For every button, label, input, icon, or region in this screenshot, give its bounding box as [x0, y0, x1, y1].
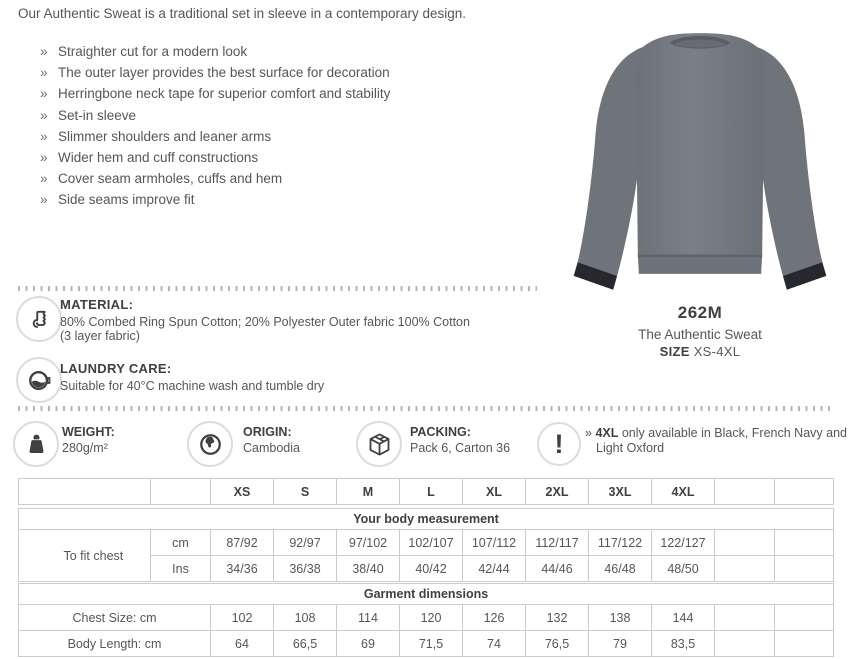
empty-cell	[775, 556, 834, 582]
value-cell: 71,5	[400, 631, 463, 657]
value-cell: 46/48	[589, 556, 652, 582]
feature-item	[40, 129, 390, 150]
size-range-value: XS-4XL	[693, 344, 741, 359]
empty-cell	[19, 479, 151, 505]
globe-icon	[197, 431, 224, 458]
feature-text: Straighter cut for a modern look	[58, 44, 248, 59]
product-name: The Authentic Sweat	[638, 327, 762, 342]
value-cell: 108	[274, 605, 337, 631]
value-cell: 79	[589, 631, 652, 657]
empty-cell	[715, 605, 775, 631]
packing-section	[410, 425, 510, 455]
unit-cell: Ins	[151, 556, 211, 582]
value-cell: 76,5	[526, 631, 589, 657]
alert-icon	[537, 422, 581, 466]
feature-item	[40, 108, 390, 129]
chevron-bullet-icon: »	[40, 149, 48, 165]
origin-section	[243, 425, 300, 455]
feature-item	[40, 171, 390, 192]
value-cell: 102	[211, 605, 274, 631]
feature-list	[40, 44, 390, 214]
intro-text: Our Authentic Sweat is a traditional set in sleeve in a contemporary design.	[18, 6, 466, 21]
weight-glyph-icon	[23, 431, 50, 458]
weight-icon	[13, 421, 59, 467]
availability-note	[585, 426, 851, 456]
note-size: 4XL	[595, 426, 619, 440]
empty-cell	[775, 530, 834, 556]
value-cell: 107/112	[463, 530, 526, 556]
feature-item	[40, 150, 390, 171]
value-cell: 48/50	[652, 556, 715, 582]
chevron-bullet-icon: »	[40, 86, 48, 102]
value-cell: 36/38	[274, 556, 337, 582]
empty-cell	[775, 479, 834, 505]
feature-item	[40, 44, 390, 65]
body-measurement-table	[18, 508, 834, 582]
garment-dimensions-table	[18, 583, 834, 657]
note-text: only available in Black, French Navy and Light Oxford	[596, 426, 847, 455]
garment-dimensions-title: Garment dimensions	[19, 584, 834, 605]
feature-item	[40, 86, 390, 107]
feature-item	[40, 192, 390, 213]
value-cell: 102/107	[400, 530, 463, 556]
value-cell: 66,5	[274, 631, 337, 657]
value-cell: 42/44	[463, 556, 526, 582]
laundry-section	[60, 361, 324, 393]
chevron-bullet-icon: »	[40, 44, 48, 59]
stitched-divider	[18, 406, 833, 411]
feature-text: Slimmer shoulders and leaner arms	[58, 128, 272, 144]
size-column-header: S	[274, 479, 337, 505]
size-column-header: 3XL	[589, 479, 652, 505]
size-header-row	[19, 479, 834, 505]
feature-text: The outer layer provides the best surface for decoration	[58, 65, 390, 81]
material-title: MATERIAL:	[60, 297, 134, 312]
value-cell: 64	[211, 631, 274, 657]
chevron-bullet-icon: »	[40, 192, 48, 208]
value-cell: 144	[652, 605, 715, 631]
origin-value: Cambodia	[243, 441, 300, 455]
value-cell: 120	[400, 605, 463, 631]
feature-text: Wider hem and cuff constructions	[58, 149, 259, 165]
weight-title: WEIGHT:	[62, 425, 115, 439]
material-icon	[16, 296, 62, 342]
wash-tub-icon	[26, 367, 53, 394]
product-size-range	[552, 344, 848, 359]
packing-title: PACKING:	[410, 425, 471, 439]
product-code: 262M	[677, 303, 723, 322]
value-cell: 87/92	[211, 530, 274, 556]
origin-title: ORIGIN:	[243, 425, 292, 439]
size-column-header: 2XL	[526, 479, 589, 505]
body-measurement-title: Your body measurement	[19, 509, 834, 530]
sweatshirt-image	[552, 16, 848, 300]
size-column-header: M	[337, 479, 400, 505]
value-cell: 97/102	[337, 530, 400, 556]
feature-text: Cover seam armholes, cuffs and hem	[58, 171, 283, 187]
empty-cell	[715, 530, 775, 556]
empty-cell	[151, 479, 211, 505]
weight-section	[62, 425, 115, 455]
material-section	[60, 297, 470, 343]
value-cell: 74	[463, 631, 526, 657]
feature-item	[40, 65, 390, 86]
row-label: Body Length: cm	[19, 631, 211, 657]
empty-cell	[775, 605, 834, 631]
chevron-bullet-icon: »	[40, 107, 48, 123]
size-header-table	[18, 478, 834, 505]
empty-cell	[715, 556, 775, 582]
value-cell: 40/42	[400, 556, 463, 582]
laundry-title: LAUNDRY CARE:	[60, 361, 172, 376]
section-title-row	[19, 509, 834, 530]
exclamation-glyph: !	[554, 428, 564, 459]
value-cell: 83,5	[652, 631, 715, 657]
chest-size-row	[19, 605, 834, 631]
size-label: SIZE	[659, 344, 690, 359]
feature-text: Set-in sleeve	[58, 107, 137, 123]
value-cell: 132	[526, 605, 589, 631]
laundry-text: Suitable for 40°C machine wash and tumble dry	[60, 379, 325, 393]
packing-value: Pack 6, Carton 36	[410, 441, 511, 455]
row-label: To fit chest	[19, 530, 151, 582]
empty-cell	[715, 631, 775, 657]
material-line2: (3 layer fabric)	[60, 329, 140, 343]
value-cell: 38/40	[337, 556, 400, 582]
value-cell: 117/122	[589, 530, 652, 556]
chevron-bullet-icon: »	[40, 65, 48, 81]
empty-cell	[775, 631, 834, 657]
packing-icon	[356, 421, 402, 467]
origin-icon	[187, 421, 233, 467]
value-cell: 126	[463, 605, 526, 631]
chevron-bullet-icon: »	[40, 128, 48, 144]
note-marker: »	[585, 426, 592, 440]
value-cell: 34/36	[211, 556, 274, 582]
row-label: Chest Size: cm	[19, 605, 211, 631]
size-column-header: L	[400, 479, 463, 505]
feature-text: Side seams improve fit	[58, 192, 195, 208]
stitched-divider	[18, 286, 537, 291]
value-cell: 44/46	[526, 556, 589, 582]
box-icon	[366, 431, 393, 458]
size-column-header: 4XL	[652, 479, 715, 505]
value-cell: 69	[337, 631, 400, 657]
feature-text: Herringbone neck tape for superior comfort and stability	[58, 86, 391, 102]
value-cell: 122/127	[652, 530, 715, 556]
size-column-header: XS	[211, 479, 274, 505]
laundry-icon	[16, 357, 62, 403]
value-cell: 138	[589, 605, 652, 631]
empty-cell	[715, 479, 775, 505]
fabric-roll-icon	[26, 306, 53, 333]
section-title-row	[19, 584, 834, 605]
value-cell: 112/117	[526, 530, 589, 556]
value-cell: 92/97	[274, 530, 337, 556]
body-length-row	[19, 631, 834, 657]
material-line1: 80% Combed Ring Spun Cotton; 20% Polyester Outer fabric 100% Cotton	[60, 315, 470, 329]
unit-cell: cm	[151, 530, 211, 556]
size-column-header: XL	[463, 479, 526, 505]
product-caption	[552, 303, 848, 359]
weight-value: 280g/m²	[62, 441, 108, 455]
measurement-row-cm	[19, 530, 834, 556]
chevron-bullet-icon: »	[40, 171, 48, 187]
value-cell: 114	[337, 605, 400, 631]
